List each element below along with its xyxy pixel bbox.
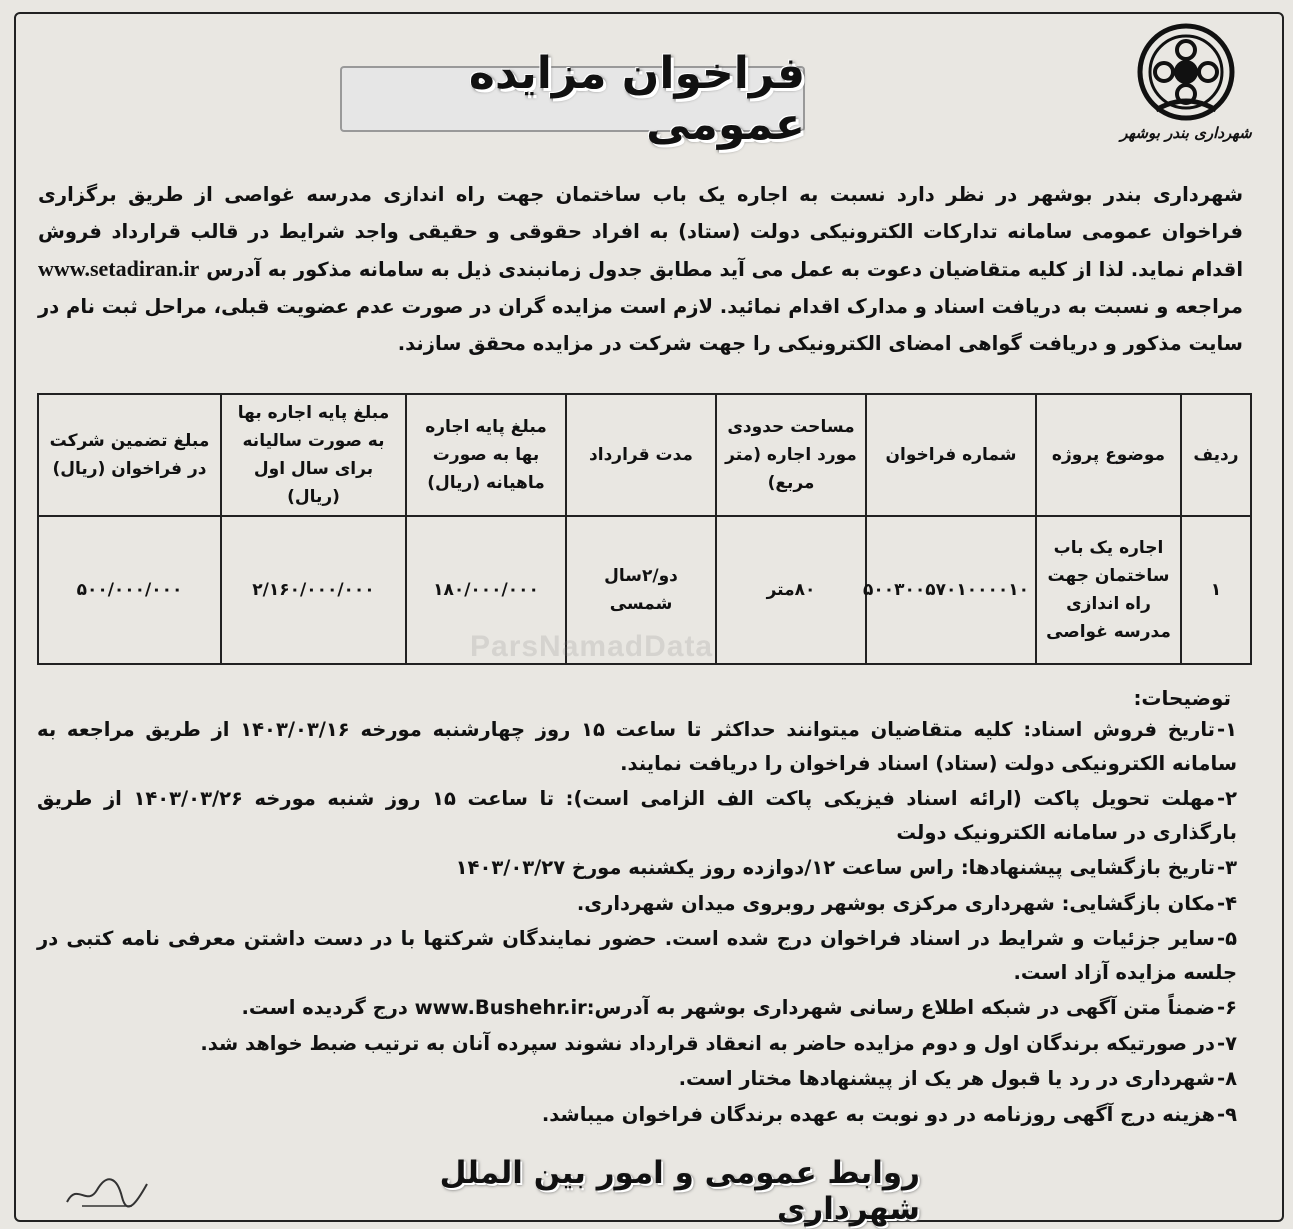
note-text: شهرداری در رد یا قبول هر یک از پیشنهادها مختار است. [678,1067,1215,1090]
title-banner [340,48,805,150]
list-item [37,1027,1237,1061]
header-annual-rent: مبلغ پایه اجاره بها به صورت سالیانه برای سال اول (ریال) [221,394,406,516]
emblem-icon [1136,22,1236,122]
intro-text-after: مراجعه و نسبت به دریافت اسناد و مدارک اقدام نمائید. لازم است مزایده گران در صورت عدم عضویت قبلی، مراحل ثبت نام در سایت مذکور و دریافت گواهی امضای الکترونیکی را جهت شرکت در مزایده محقق سازند. [38,295,1243,355]
note-number: ۱- [1217,718,1237,741]
list-item [37,782,1237,849]
note-number: ۷- [1217,1031,1237,1055]
note-text: ضمناً متن آگهی در شبکه اطلاع رسانی شهرداری بوشهر به آدرس:www.Bushehr.ir درج گردیده است. [241,996,1215,1019]
table-header-row [38,394,1251,516]
cell-row-number: ۱ [1181,516,1251,664]
list-item [37,851,1237,885]
intro-paragraph [38,176,1243,362]
note-number: ۶- [1217,996,1237,1019]
note-number: ۳- [1217,856,1237,879]
tender-table [37,393,1252,665]
note-number: ۸- [1217,1067,1237,1090]
note-text: مهلت تحویل پاکت (ارائه اسناد فیزیکی پاکت الف الزامی است): تا ساعت ۱۵ روز شنبه مورخه ۱۴۰۳/۰۳/۲۶ از طریق بارگذاری در سامانه الکترونیک دولت [37,787,1237,844]
note-text: سایر جزئیات و شرایط در اسناد فراخوان درج شده است. حضور نمایندگان شرکتها با در دست داشتن معرفی نامه کتبی در جلسه مزایده آزاد است. [37,927,1237,984]
setad-link[interactable]: www.setadiran.ir [38,256,200,281]
intro-text-before: شهرداری بندر بوشهر در نظر دارد نسبت به اجاره یک باب ساختمان جهت راه اندازی مدرسه غواصی از طریق برگزاری فراخوان عمومی سامانه تدارکات الکترونیکی دولت (ستاد) به افراد حقوقی و حقیقی واجد شرایط در قالب قرارداد فروش اقدام نماید. لذا از کلیه متقاضیان دعوت به عمل می آید مطابق جدول زمانبندی ذیل به سامانه مذکور به آدرس [38,183,1243,281]
header-tender-number: شماره فراخوان [866,394,1036,516]
note-number: ۵- [1217,927,1237,950]
list-item [37,1062,1237,1096]
header-subject: موضوع پروژه [1036,394,1181,516]
list-item [37,991,1237,1025]
note-text: در صورتیکه برندگان اول و دوم مزایده حاضر به انعقاد قرارداد نشوند سپرده آنان به ترتیب ضبط خواهد شد. [200,1031,1215,1055]
cell-subject: اجاره یک باب ساختمان جهت راه اندازی مدرسه غواصی [1036,516,1181,664]
cell-monthly-rent: ۱۸۰/۰۰۰/۰۰۰ [406,516,566,664]
list-item [37,887,1237,921]
note-text: تاریخ فروش اسناد: کلیه متقاضیان میتوانند حداکثر تا ساعت ۱۵ روز چهارشنبه مورخه ۱۴۰۳/۰۳/۱۶ از طریق مراجعه به سامانه الکترونیکی دولت (ستاد) اسناد فراخوان را دریافت نمایند. [37,718,1237,775]
note-text: تاریخ بازگشایی پیشنهادها: راس ساعت ۱۲/دوازده روز یکشنبه مورخ ۱۴۰۳/۰۳/۲۷ [455,856,1215,879]
cell-area: ۸۰متر [716,516,866,664]
list-item [37,713,1237,780]
municipality-logo [1120,22,1252,152]
note-number: ۲- [1217,787,1237,810]
cell-guarantee: ۵۰۰/۰۰۰/۰۰۰ [38,516,221,664]
footer-text: روابط عمومی و امور بین الملل شهرداری [439,1155,920,1227]
cell-duration: دو/۲سال شمسی [566,516,716,664]
header-monthly-rent: مبلغ پایه اجاره بها به صورت ماهیانه (ریال) [406,394,566,516]
header-row-number: ردیف [1181,394,1251,516]
note-number: ۴- [1217,891,1237,915]
note-text: مکان بازگشایی: شهرداری مرکزی بوشهر روبروی میدان شهرداری. [576,891,1215,915]
table-row [38,516,1251,664]
header-area: مساحت حدودی مورد اجاره (متر مربع) [716,394,866,516]
notes-heading: توضیحات: [1133,686,1231,710]
logo-caption: شهرداری بندر بوشهر [1120,124,1252,142]
notes-list [37,713,1237,1133]
signature-icon [62,1172,152,1212]
cell-tender-number: ۵۰۰۳۰۰۵۷۰۱۰۰۰۰۱۰ [866,516,1036,664]
note-number: ۹- [1217,1102,1237,1126]
watermark: ParsNamadData [470,630,714,663]
header-guarantee: مبلغ تضمین شرکت در فراخوان (ریال) [38,394,221,516]
list-item [37,922,1237,989]
note-text: هزینه درج آگهی روزنامه در دو نوبت به عهده برندگان فراخوان میباشد. [541,1102,1215,1126]
header-duration: مدت قرارداد [566,394,716,516]
cell-annual-rent: ۲/۱۶۰/۰۰۰/۰۰۰ [221,516,406,664]
list-item [37,1098,1237,1132]
footer-banner [380,1155,920,1227]
page-title: فراخوان مزایده عمومی [468,48,805,150]
